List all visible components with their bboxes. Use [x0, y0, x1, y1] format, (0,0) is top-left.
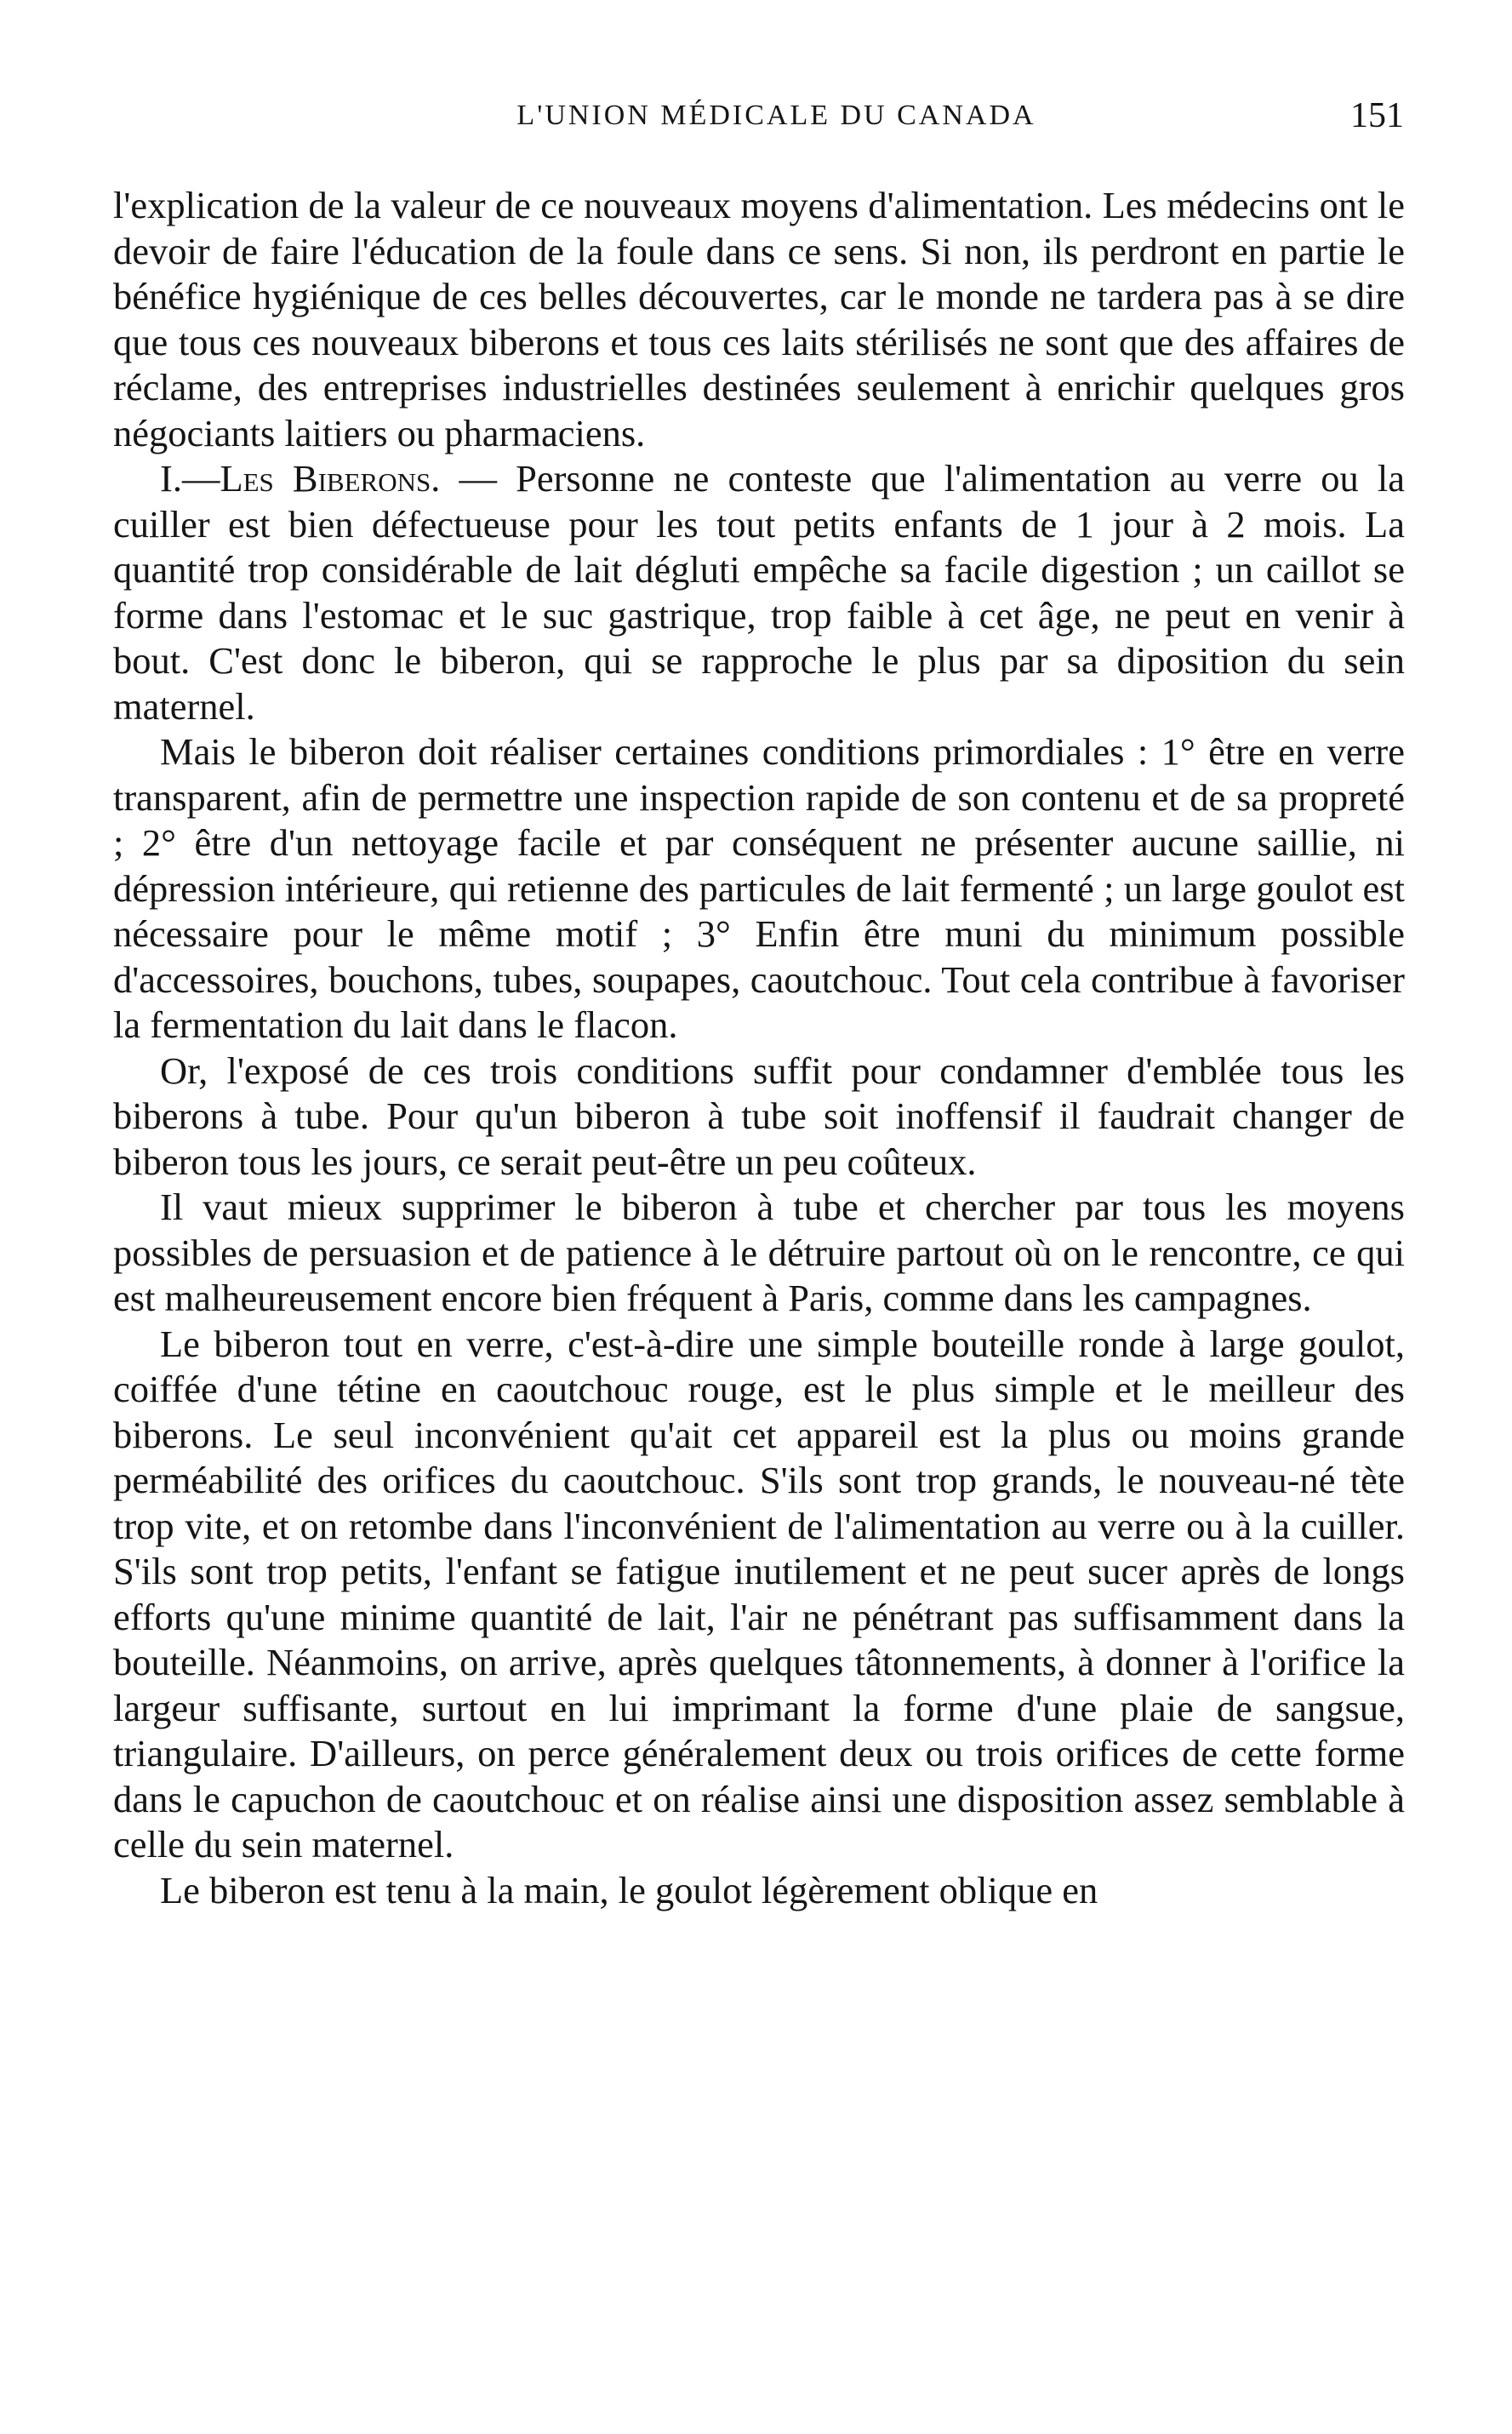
paragraph: Le biberon tout en verre, c'est-à-dire une simple bouteille ronde à large goulot, coiffée d'une tétine en caoutchouc rouge, est le plus simple et le meilleur des biberons. Le seul inconvénient qu'ait cet appareil est la plus ou moins grande perméabilité des orifices du caoutchouc. S'ils sont trop grands, le nouveau-né tète trop vite, et on retombe dans l'inconvénient de l'alimentation au verre ou à la cuiller. S'ils sont trop petits, l'enfant se fatigue inutilement et ne peut sucer après de longs efforts qu'une minime quantité de lait, l'air ne pénétrant pas suffisamment dans la bouteille. Néanmoins, on arrive, après quelques tâtonnements, à donner à l'orifice la largeur suffisante, surtout en lui imprimant la forme d'une plaie de sangsue, triangulaire. D'ailleurs, on perce généralement deux ou trois orifices de cette forme dans le capuchon de caoutchouc et on réalise ainsi une disposition assez semblable à celle du sein maternel. [113, 1322, 1405, 1865]
paragraph: l'explication de la valeur de ce nouveaux moyens d'alimentation. Les médecins ont le devoir de faire l'éducation de la foule dans ce sens. Si non, ils perdront en partie le bénéfice hygiénique de ces belles découvertes, car le monde ne tardera pas à se dire que tous ces nouveaux biberons et tous ces laits stérilisés ne sont que des affaires de réclame, des entreprises industrielles destinées seulement à enrichir quelques gros négociants laitiers ou pharmaciens. [113, 184, 1405, 454]
page-number: 151 [1350, 96, 1404, 135]
paragraph: Mais le biberon doit réaliser certaines conditions primordiales : 1° être en verre transparent, afin de permettre une inspection rapide de son contenu et de sa propreté ; 2° être d'un nettoyage facile et par conséquent ne présenter aucune saillie, ni dépression intérieure, qui retienne des particules de lait fermenté ; un large goulot est nécessaire pour le même motif ; 3° Enfin être muni du minimum possible d'accessoires, bouchons, tubes, soupapes, caoutchouc. Tout cela contribue à favoriser la fermentation du lait dans le flacon. [113, 730, 1405, 1046]
paragraph: Il vaut mieux supprimer le biberon à tube et chercher par tous les moyens possibles de persuasion et de patience à le détruire partout où on le rencontre, ce qui est malheureusement encore bien fréquent à Paris, comme dans les campagnes. [113, 1186, 1405, 1319]
paragraph [113, 456, 1405, 729]
section-heading: I.—Les Biberons. [160, 457, 441, 500]
running-head: L'UNION MÉDICALE DU CANADA [516, 100, 1036, 131]
page-header [115, 98, 1404, 149]
paragraph: Or, l'exposé de ces trois conditions suffit pour condamner d'emblée tous les biberons à tube. Pour qu'un biberon à tube soit inoffensif il faudrait changer de biberon tous les jours, ce serait peut-être un peu coûteux. [113, 1048, 1405, 1183]
paragraph-text: — Personne ne conteste que l'alimentation au verre ou la cuiller est bien défectueuse pour les tout petits enfants de 1 jour à 2 mois. La quantité trop considérable de lait dégluti empêche sa facile digestion ; un caillot se forme dans l'estomac et le suc gastrique, trop faible à cet âge, ne peut en venir à bout. C'est donc le biberon, qui se rapproche le plus par sa diposition du sein maternel. [113, 457, 1405, 728]
article-body [113, 183, 1405, 1913]
paragraph: Le biberon est tenu à la main, le goulot légèrement oblique en [160, 1868, 1098, 1911]
